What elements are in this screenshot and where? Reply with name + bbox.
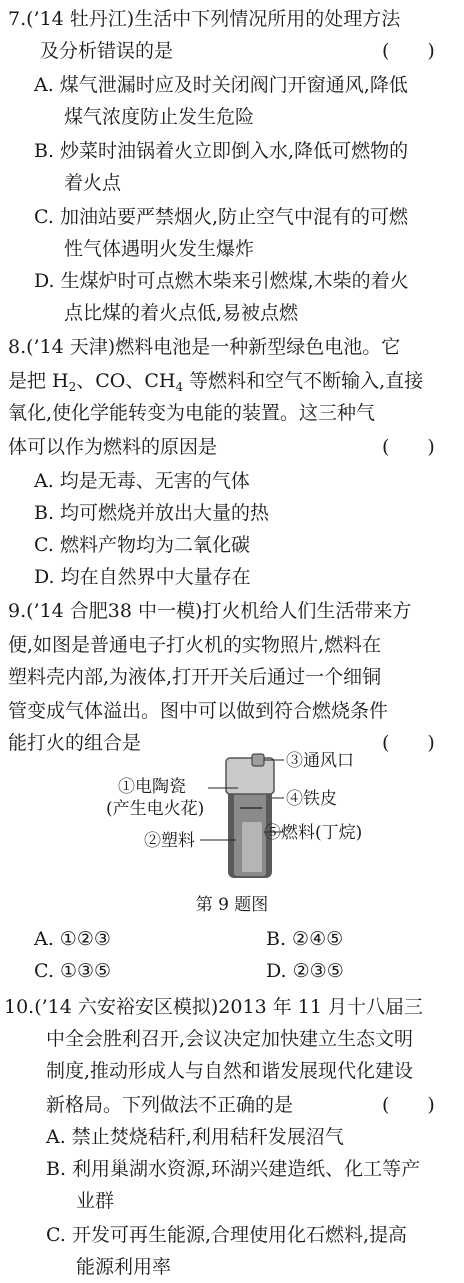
q10-option-c-line-1: C. 开发可再生能源,合理使用化石燃料,提高 <box>46 1224 408 1246</box>
q9-option-d: D. ②③⑤ <box>266 960 344 982</box>
q8-option-a: A. 均是无毒、无害的气体 <box>34 470 250 492</box>
q10-stem-line-4: 新格局。下列做法不正确的是 <box>46 1094 294 1116</box>
q9-stem-line-1: 9.(’14 合肥38 中一模)打火机给人们生活带来方 <box>8 600 412 622</box>
q10-answer-blank: ( ) <box>382 1094 435 1116</box>
q7-option-d-line-2: 点比煤的着火点低,易被点燃 <box>64 302 299 324</box>
q7-option-d-line-1: D. 生煤炉时可点燃木柴来引燃煤,木柴的着火 <box>34 270 409 292</box>
q10-option-b-line-1: B. 利用巢湖水资源,环湖兴建造纸、化工等产 <box>46 1158 421 1180</box>
figure-label-4: ④铁皮 <box>286 789 337 809</box>
q8-line2-prefix: 是把 H <box>8 370 69 392</box>
q7-option-a-line-2: 煤气浓度防止发生危险 <box>64 106 255 128</box>
q7-option-c-line-2: 性气体遇明火发生爆炸 <box>64 238 255 260</box>
q9-stem-line-5: 能打火的组合是 <box>8 732 142 754</box>
q10-option-b-line-2: 业群 <box>76 1190 115 1212</box>
q9-stem-line-4: 管变成气体溢出。图中可以做到符合燃烧条件 <box>8 700 389 722</box>
q8-line2-mid: 、CO、CH <box>76 370 176 392</box>
q8-stem-line-1: 8.(’14 天津)燃料电池是一种新型绿色电池。它 <box>8 336 401 358</box>
q8-option-d: D. 均在自然界中大量存在 <box>34 566 251 588</box>
q10-option-c-line-2: 能源利用率 <box>76 1256 172 1278</box>
q9-stem-line-3: 塑料壳内部,为液体,打开开关后通过一个细铜 <box>8 666 382 688</box>
q7-option-b-line-2: 着火点 <box>64 172 122 194</box>
q10-stem-line-3: 制度,推动形成人与自然和谐发展现代化建设 <box>46 1060 414 1082</box>
q10-stem-line-1: 10.(’14 六安裕安区模拟)2013 年 11 月十八届三 <box>4 996 423 1018</box>
q9-answer-blank: ( ) <box>382 732 435 754</box>
ch4-subscript: 4 <box>175 380 184 394</box>
figure-caption: 第 9 题图 <box>195 895 269 915</box>
figure-label-3: ③通风口 <box>286 751 354 771</box>
q8-answer-blank: ( ) <box>382 436 435 458</box>
q8-stem-line-4: 体可以作为燃料的原因是 <box>8 436 218 458</box>
q7-stem-line-1: 7.(’14 牡丹江)生活中下列情况所用的处理方法 <box>8 8 401 30</box>
q10-option-a: A. 禁止焚烧秸秆,利用秸秆发展沼气 <box>46 1126 344 1148</box>
q7-option-c-line-1: C. 加油站要严禁烟火,防止空气中混有的可燃 <box>34 206 408 228</box>
lighter-figure <box>100 752 370 880</box>
q8-option-b: B. 均可燃烧并放出大量的热 <box>34 502 270 524</box>
q8-option-c: C. 燃料产物均为二氧化碳 <box>34 534 250 556</box>
q9-option-a: A. ①②③ <box>34 928 111 950</box>
q9-option-b: B. ②④⑤ <box>266 928 344 950</box>
q8-stem-line-2 <box>8 368 423 394</box>
q7-stem-line-2: 及分析错误的是 <box>40 40 174 62</box>
q8-line2-suffix: 等燃料和空气不断输入,直接 <box>183 370 424 392</box>
lighter-fuel-window <box>242 822 262 872</box>
q7-option-a-line-1: A. 煤气泄漏时应及时关闭阀门开窗通风,降低 <box>34 74 408 96</box>
lighter-metal-shield <box>226 758 274 794</box>
q9-stem-line-2: 便,如图是普通电子打火机的实物照片,燃料在 <box>8 634 382 656</box>
q7-option-b-line-1: B. 炒菜时油锅着火立即倒入水,降低可燃物的 <box>34 140 409 162</box>
q10-stem-line-2: 中全会胜利召开,会议决定加快建立生态文明 <box>46 1028 414 1050</box>
q9-option-c: C. ①③⑤ <box>34 960 112 982</box>
figure-label-1: ①电陶瓷 <box>118 777 186 797</box>
q7-answer-blank: ( ) <box>382 40 435 62</box>
q8-stem-line-3: 氧化,使化学能转变为电能的装置。这三种气 <box>8 402 376 424</box>
figure-label-2: ②塑料 <box>144 831 195 851</box>
figure-label-1-note: (产生电火花) <box>106 799 205 819</box>
figure-label-5: ⑤燃料(丁烷) <box>264 823 363 843</box>
lighter-vent <box>252 754 264 766</box>
h2-subscript: 2 <box>68 380 77 394</box>
